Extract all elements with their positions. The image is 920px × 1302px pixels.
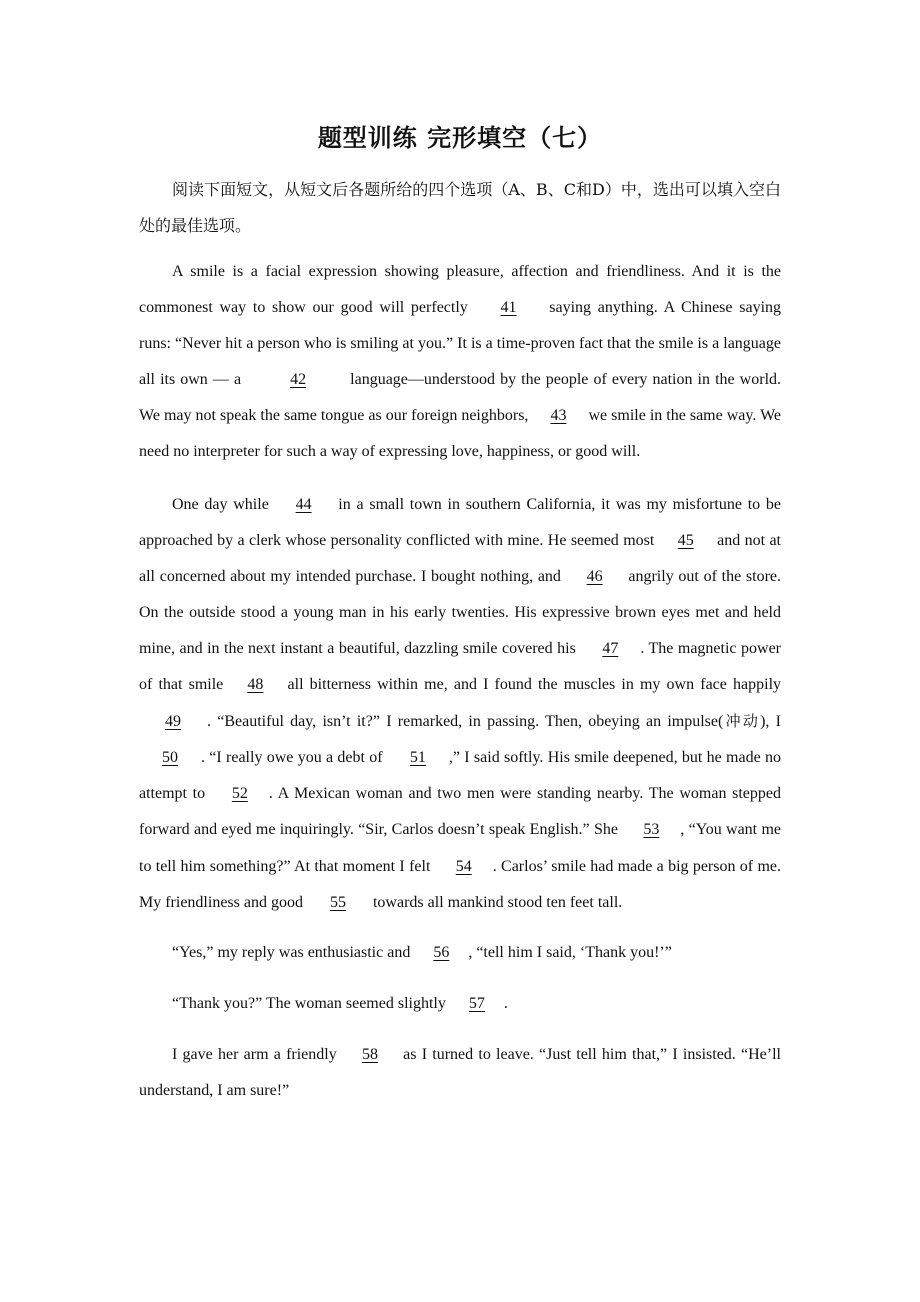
blank-42[interactable]: 42 xyxy=(290,371,307,389)
text-segment: . “Beautiful day, isn’t it?” I remarked, in passing. Then, obeying an impulse( xyxy=(207,713,724,731)
text-segment: we smile in the same way. We need no interpreter for such a way of expressing love, happiness, or good will. xyxy=(139,407,781,461)
blank-50[interactable]: 50 xyxy=(162,749,178,767)
blank-44[interactable]: 44 xyxy=(295,495,312,513)
instructions-text: 阅读下面短文，从短文后各题所给的四个选项（A、B、C和D）中，选出可以填入空白处的最佳选项。 xyxy=(139,180,781,235)
chinese-gloss: 冲动 xyxy=(723,712,761,731)
blank-52[interactable]: 52 xyxy=(231,785,248,803)
blank-49[interactable]: 49 xyxy=(165,713,181,731)
text-segment: as I turned to leave. “Just tell him that,” I insisted. “He’ll understand, I am sure!” xyxy=(139,1045,782,1099)
paragraph-5 xyxy=(139,1037,781,1109)
paragraph-1 xyxy=(139,254,781,471)
text-segment: I gave her arm a friendly xyxy=(172,1045,342,1063)
cloze-passage xyxy=(139,254,781,1124)
text-segment: saying anything. A Chinese saying runs: “Never hit a person who is smiling at you.” It is a time-proven fact that the smile is a language all its own — a xyxy=(139,299,782,389)
text-segment: . xyxy=(503,994,508,1012)
paragraph-3 xyxy=(139,935,781,971)
blank-47[interactable]: 47 xyxy=(602,639,619,657)
blank-58[interactable]: 58 xyxy=(361,1045,378,1063)
text-segment: , “tell him I said, ‘Thank you!’” xyxy=(468,943,672,961)
text-segment: language—understood by the people of every nation in the world. We may not speak the same tongue as our foreign neighbors, xyxy=(139,371,782,425)
text-segment: angrily out of the store. On the outside stood a young man in his early twenties. His expressive brown eyes met and held mine, and in the next instant a beautiful, dazzling smile covered his xyxy=(139,567,782,657)
blank-51[interactable]: 51 xyxy=(409,749,426,767)
paragraph-4 xyxy=(139,986,781,1022)
text-segment: towards all mankind stood ten feet tall. xyxy=(368,893,623,911)
text-segment: A smile is a facial expression showing pleasure, affection and friendliness. And it is the commonest way to show our good will perfectly xyxy=(139,263,781,317)
blank-57[interactable]: 57 xyxy=(468,994,485,1012)
text-segment: , “You want me to tell him something?” At that moment I felt xyxy=(139,821,781,875)
text-segment: . The magnetic power of that smile xyxy=(139,639,781,694)
blank-55[interactable]: 55 xyxy=(329,893,346,911)
blank-54[interactable]: 54 xyxy=(455,857,472,875)
blank-43[interactable]: 43 xyxy=(550,407,567,425)
text-segment: . Carlos’ smile had made a big person of me. My friendliness and good xyxy=(139,857,781,911)
blank-41[interactable]: 41 xyxy=(500,299,517,317)
text-segment: ), I xyxy=(760,713,781,731)
blank-48[interactable]: 48 xyxy=(247,676,264,694)
text-segment: . A Mexican woman and two men were standing nearby. The woman stepped forward and eyed me inquiringly. “Sir, Carlos doesn’t speak English.” She xyxy=(139,785,782,839)
text-segment: and not at all concerned about my intended purchase. I bought nothing, and xyxy=(139,531,782,585)
text-segment: . “I really owe you a debt of xyxy=(201,749,387,767)
text-segment: “Thank you?” The woman seemed slightly xyxy=(172,994,450,1012)
page-title: 题型训练 完形填空（七） xyxy=(317,123,603,152)
text-segment: ,” I said softly. His smile deepened, but he made no attempt to xyxy=(139,749,781,803)
instructions xyxy=(139,172,781,244)
blank-46[interactable]: 46 xyxy=(586,567,603,585)
blank-56[interactable]: 56 xyxy=(433,943,450,961)
blank-53[interactable]: 53 xyxy=(643,821,660,839)
text-segment: in a small town in southern California, it was my misfortune to be approached by a clerk whose personality conflicted with mine. He seemed most xyxy=(139,495,781,549)
text-segment: all bitterness within me, and I found the muscles in my own face happily xyxy=(281,676,782,694)
text-segment: One day while xyxy=(172,495,275,513)
paragraph-2 xyxy=(139,487,781,921)
blank-45[interactable]: 45 xyxy=(677,531,694,549)
text-segment: “Yes,” my reply was enthusiastic and xyxy=(172,943,415,961)
